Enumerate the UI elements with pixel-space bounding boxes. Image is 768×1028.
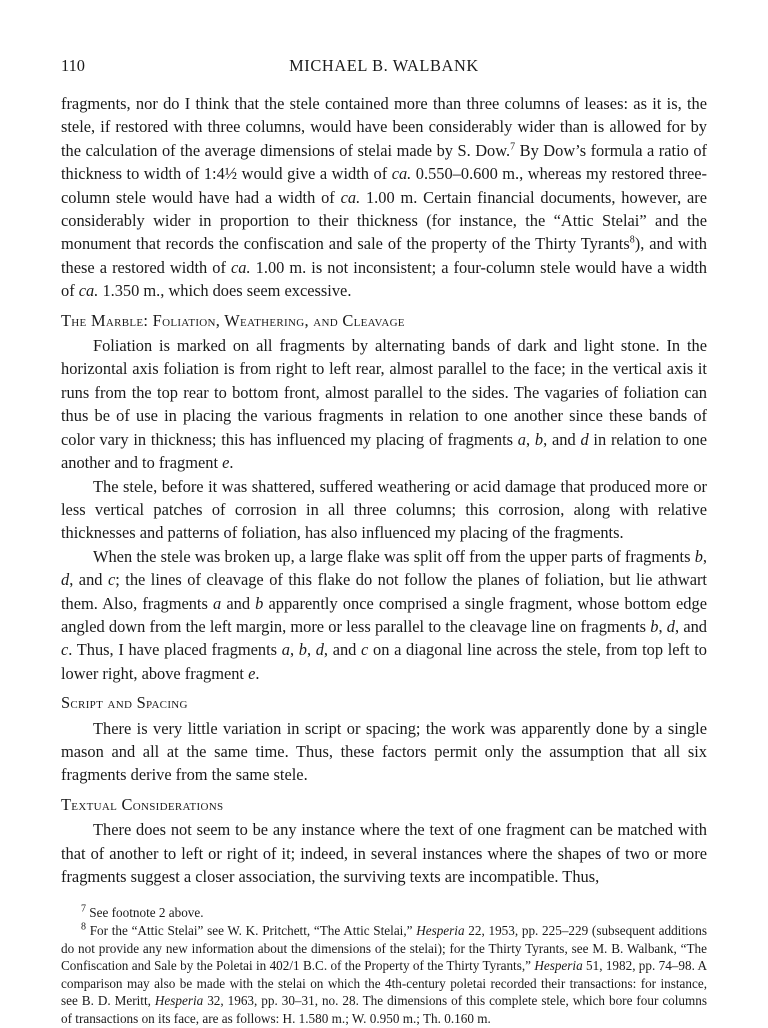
paragraph: There does not seem to be any instance where the text of one fragment can be matched with that of another to left or right of it; indeed, in several instances where the shapes of two or more fragments suggest a closer association, the surviving texts are incompatible. Thus,: [61, 820, 707, 886]
footnote-7: $^7$ See footnote 2 above.: [81, 904, 204, 921]
paragraph: Foliation is marked on all fragments by alternating bands of dark and light stone. In the horizontal axis foliation is from right to left rear, almost parallel to the face; in the vertical axis it runs from the top rear to bottom front, almost parallel to the sides. The vagaries of foliation can thus be of use in placing the various fragments in relation to one another since these bands of color vary in thickness; this has influenced my placing of fragments a, b, and d in relation to one another and to fragment e.: [61, 336, 707, 473]
footnote-8: $^8$ For the “Attic Stelai” see W. K. Pritchett, “The Attic Stelai,” Hesperia 22, 1953, pp. 225–229 (subsequent additions do not provide any new information about the dimensions of the stelai); for the Thirty Tyrants, see M. B. Walbank, “The Confiscation and Sale by the Poletai in 402/1 B.C. of the Property of the Thirty Tyrants,” Hesperia 51, 1982, pp. 74–98. A comparison may also be made with the stelai on which the 4th-century poletai recorded their transactions: for instance, see B. D. Meritt, Hesperia 32, 1963, pp. 30–31, no. 28. The dimensions of this complete stele, which bore four columns of transactions on its face, are as follows: H. 1.580 m.; W. 0.950 m.; Th. 0.160 m.: [61, 921, 708, 1026]
page-number: 110: [61, 56, 85, 75]
page-header: [61, 54, 707, 78]
paragraph: There is very little variation in script or spacing; the work was apparently done by a single mason and all at the same time. Thus, these factors permit only the assumption that all six fragments derive from the same stele.: [61, 718, 707, 785]
section-heading-textual: Textual Considerations: [61, 794, 224, 814]
page: [61, 54, 707, 1028]
section-heading-script: Script and Spacing: [61, 693, 188, 713]
footnote-ref-8: 8: [629, 234, 635, 246]
paragraph: The stele, before it was shattered, suffered weathering or acid damage that produced more or less vertical patches of corrosion in all three columns; this corrosion, along with relative thicknesses and patterns of foliation, has also influenced my placing of the fragments.: [61, 476, 707, 543]
section-heading-marble: The Marble: Foliation, Weathering, and Cleavage: [61, 310, 405, 330]
footnotes: [61, 904, 707, 1027]
paragraph: When the stele was broken up, a large flake was split off from the upper parts of fragments b, d, and c; the lines of cleavage of this flake do not follow the planes of foliation, but lie athwart them. Also, fragments a and b apparently once comprised a single fragment, whose bottom edge angled down from the left margin, more or less parallel to the cleavage line on fragments b, d, and c. Thus, I have placed fragments a, b, d, and c on a diagonal line across the stele, from top left to lower right, above fragment e.: [61, 546, 707, 683]
footnote-ref-7: 7: [510, 141, 516, 153]
running-title: MICHAEL B. WALBANK: [289, 56, 479, 75]
intro-paragraph: fragments, nor do I think that the stele contained more than three columns of leases: as it is, the stele, if restored with three columns, would have been considerably wider than is allowed for by the calculation of the average dimensions of stelai made by S. Dow.$^7$ By Dow’s formula a ratio of thickness to width of 1:4½ would give a width of ca. 0.550–0.600 m., whereas my restored three-column stele would have had a width of ca. 1.00 m. Certain financial documents, however, are considerably wider in proportion to their thickness (for instance, the “Attic Stelai” and the monument that records the confiscation and sale of the property of the Thirty Tyrants$^8$), and with these a restored width of ca. 1.00 m. is not inconsistent; a four-column stele would have a width of ca. 1.350 m., which does seem excessive.: [61, 94, 707, 301]
